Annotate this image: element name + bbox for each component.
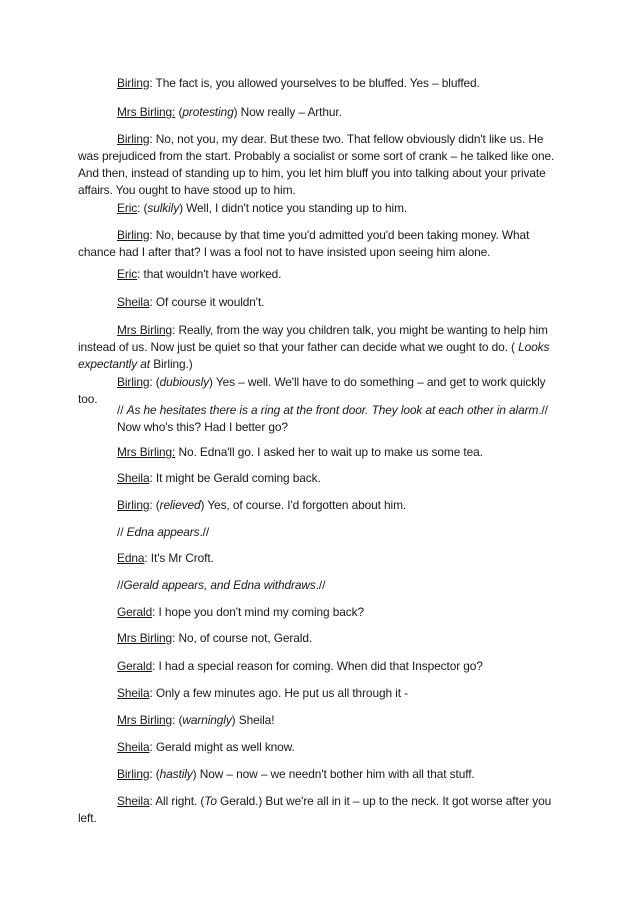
direction-marker: .// [315,578,326,592]
dialogue-line [117,550,214,567]
separator: : [172,631,179,645]
line-text: ) Now – now – we needn't bother him with all that stuff. [192,767,475,781]
line-text: Only a few minutes ago. He put us all through it - [155,686,408,700]
speaker-name: Birling [117,132,150,146]
line-text: I hope you don't mind my coming back? [158,605,364,619]
line-text: Birling.) [149,357,193,371]
line-text: Gerald.) But we're all in it – up to the neck. It got worse after you left. [78,794,552,825]
line-text: Gerald might as well know. [155,740,295,754]
speaker-name: Sheila [117,471,150,485]
separator: : [149,228,156,242]
separator: : [149,375,156,389]
dialogue-line [78,131,560,199]
separator: : [149,471,156,485]
direction-marker: .// [538,403,548,417]
separator: : [152,659,159,673]
speaker-name: Sheila [117,794,150,808]
speaker-name: Eric [117,201,138,215]
direction-marker: // [117,525,127,539]
line-text: Well, I didn't notice you standing up to him. [182,201,408,215]
dialogue-line [78,322,560,373]
dialogue-line [78,104,560,121]
separator: : [172,323,179,337]
paren-open: ( [143,201,148,215]
stage-cue: sulkily [147,201,180,215]
stage-cue: warningly [182,713,232,727]
stage-cue: To [204,794,217,808]
speaker-name: Birling [117,498,150,512]
separator: : [137,267,144,281]
speaker-name: Birling [117,228,150,242]
speaker-name: Sheila [117,686,150,700]
stage-direction [117,402,548,419]
separator: : [149,132,156,146]
dialogue-line [117,604,364,621]
line-text: No. Edna'll go. I asked her to wait up to make us some tea. [178,445,483,459]
direction-text: Edna appears [126,525,200,539]
separator: : [152,605,159,619]
speaker-name: Gerald [117,659,153,673]
speaker-name: Edna [117,551,145,565]
speaker-name: Mrs Birling [117,323,173,337]
separator: : ( [149,498,160,512]
dialogue-line [78,200,560,217]
stage-direction [117,524,209,541]
line-text: I had a special reason for coming. When did that Inspector go? [158,659,483,673]
direction-marker: // [117,578,124,592]
line-text: that wouldn't have worked. [143,267,282,281]
speaker-name: Sheila [117,295,150,309]
paren-close: ) [179,201,183,215]
dialogue-line [78,227,560,261]
line-text: Of course it wouldn't. [155,295,265,309]
dialogue-continuation: Now who's this? Had I better go? [117,420,288,434]
speaker-name: Mrs Birling [117,713,173,727]
dialogue-line [117,739,295,756]
dialogue-line [117,766,475,783]
dialogue-line [117,658,483,675]
line-text: It might be Gerald coming back. [155,471,321,485]
speaker-name: Birling [117,375,150,389]
dialogue-line [78,294,560,311]
speaker-name: Mrs Birling: [117,105,176,119]
speaker-name: Birling [117,76,150,90]
line-text: The fact is, you allowed yourselves to be bluffed. Yes – bluffed. [155,76,480,90]
dialogue-line [117,685,408,702]
separator: : ( [172,713,183,727]
separator: : [149,76,156,90]
separator: : [137,201,144,215]
direction-text: As he hesitates there is a ring at the front door. They look at each other in alarm [126,403,539,417]
direction-marker: // [117,403,127,417]
line-text: Yes – well. We'll have to do something – and get to work quickly too. [78,375,546,406]
speaker-name: Sheila [117,740,150,754]
dialogue-line [78,266,560,283]
speaker-name: Gerald [117,605,153,619]
line-text: : All right. ( [149,794,205,808]
line-text: Now really – Arthur. [237,105,342,119]
separator: : [149,686,156,700]
separator: : [149,295,156,309]
stage-cue: Looks expectantly at [78,340,550,371]
stage-direction [117,577,325,594]
line-text: Really, from the way you children talk, you might be wanting to help him instead of us. Now just be quiet so that your father can decide what we ought to do. ( [78,323,548,354]
speaker-name: Mrs Birling: [117,445,176,459]
dialogue-line [117,444,483,461]
direction-text: Gerald appears, and Edna withdraws [123,578,316,592]
speaker-name: Birling [117,767,150,781]
stage-cue: protesting [182,105,234,119]
speaker-name: Eric [117,267,138,281]
stage-cue: hastily [159,767,193,781]
line-text: No, of course not, Gerald. [178,631,313,645]
paren-open: ( [155,375,160,389]
dialogue-line [117,497,406,514]
dialogue-line [78,793,560,827]
stage-cue: dubiously [159,375,209,389]
dialogue-line [117,630,312,647]
paren-open: ( [178,105,183,119]
line-text: ) Yes, of course. I'd forgotten about him. [200,498,407,512]
paren-close: ) [233,105,238,119]
separator: : [149,740,156,754]
line-text: : It's Mr Croft. [144,551,214,565]
line-text: No, not you, my dear. But these two. That fellow obviously didn't like us. He was prejudiced from the start. Probably a socialist or some sort of crank – he talked like one. And then, instead of standing up to him, you let him bluff you into talking about your private affairs. You ought to have stood up to him. [78,132,555,197]
dialogue-line [78,75,560,92]
direction-marker: .// [199,525,210,539]
line-text: ) Sheila! [231,713,275,727]
speaker-name: Mrs Birling [117,631,173,645]
dialogue-line [117,470,321,487]
paren-close: ) [208,375,213,389]
stage-cue: relieved [159,498,201,512]
dialogue-line [117,712,274,729]
line-text: No, because by that time you'd admitted you'd been taking money. What chance had I after that? I was a fool not to have insisted upon seeing him alone. [78,228,530,259]
separator: : ( [149,767,160,781]
